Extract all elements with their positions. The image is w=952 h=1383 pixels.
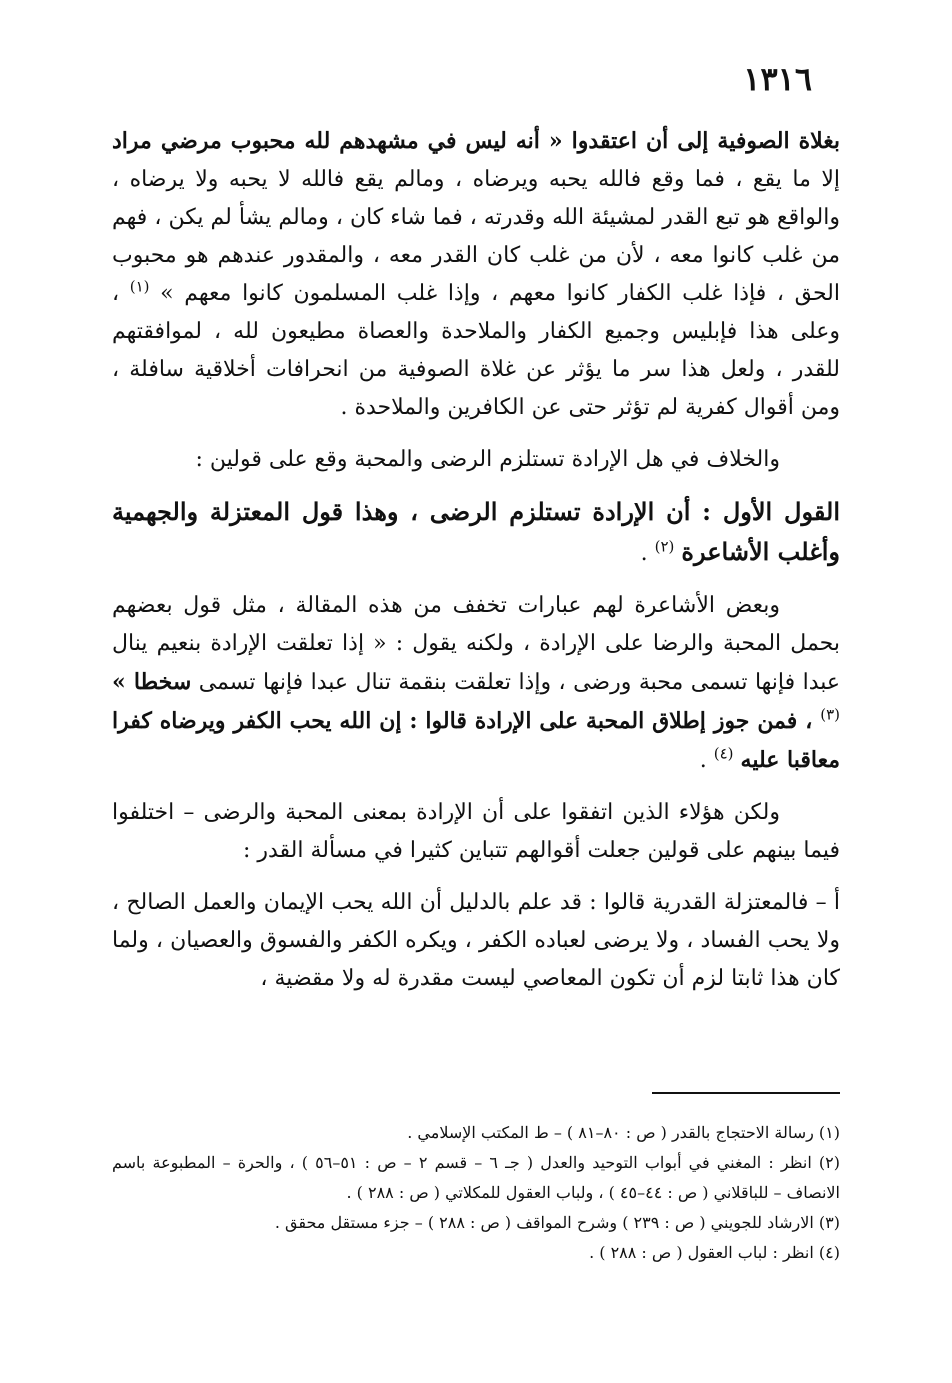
paragraph-4-bold-quote-end: سخطا » [112, 669, 192, 695]
footnote-2: (٢) انظر : المغني في أبواب التوحيد والعدل ( جـ ٦ – قسم ٢ – ص : ٥١–٥٦ ) ، والحرة – المطبوعة باسم الانصاف – للباقلاني ( ص : ٤٤–٤٥ ) ، ولباب العقول للمكلاتي ( ص : ٢٨٨ ) . [112, 1153, 841, 1202]
first-opinion-heading: القول الأول : أن الإرادة تستلزم الرضى ، وهذا قول المعتزلة والجهمية وأغلب الأشاعرة [112, 497, 840, 566]
footnote-ref-2: (٢) [654, 537, 675, 556]
paragraph-4-end: . [699, 748, 714, 773]
paragraph-4-bold-conclusion: ، فمن جوز إطلاق المحبة على الإرادة قالوا : إن الله يحب الكفر ويرضاه كفرا معاقبا عليه [112, 708, 840, 773]
paragraph-6: أ – فالمعتزلة القدرية قالوا : قد علم بالدليل أن الله يحب الإيمان والعمل الصالح ، ولا يحب الفساد ، ولا يرضى لعباده الكفر ، ويكره الكفر والفسوق والعصيان ، ولما كان هذا ثابتا لزم أن تكون المعاصي ليست مقدرة له ولا مقضية ، [112, 890, 840, 991]
paragraph-5: ولكن هؤلاء الذين اتفقوا على أن الإرادة بمعنى المحبة والرضى – اختلفوا فيما بينهم على قولين جعلت أقوالهم تتباين كثيرا في مسألة القدر : [112, 800, 840, 863]
paragraph-3-end: . [640, 541, 655, 566]
paragraph-3 [112, 493, 840, 573]
footnotes [112, 1118, 840, 1268]
footnote-divider [652, 1092, 840, 1094]
paragraph-1 [112, 122, 840, 427]
paragraph-4 [112, 587, 840, 780]
paragraph-2: والخلاف في هل الإرادة تستلزم الرضى والمحبة وقع على قولين : [195, 447, 780, 472]
paragraph-1-continuation: ، وعلى هذا فإبليس وجميع الكفار والملاحدة والعصاة مطيعون لله ، لموافقتهم للقدر ، ولعل هذا سر ما يؤثر عن غلاة الصوفية من انحرافات أخلاقية سافلة ، ومن أقوال كفرية لم تؤثر حتى عن الكافرين والملاحدة . [112, 281, 840, 420]
footnote-4: (٤) انظر : لباب العقول ( ص : ٢٨٨ ) . [589, 1243, 840, 1262]
page-number: ١٣١٦ [743, 60, 812, 98]
footnote-ref-3: (٣) [820, 705, 840, 724]
paragraph-1-bold-opening: بغلاة الصوفية إلى أن اعتقدوا « أنه ليس في مشهدهم لله محبوب مرضي مراد [112, 128, 840, 154]
main-text [112, 122, 840, 998]
footnote-ref-4: (٤) [713, 744, 734, 763]
paragraph-4-body: وبعض الأشاعرة لهم عبارات تخفف من هذه المقالة ، مثل قول بعضهم بحمل المحبة والرضا على الإرادة ، ولكنه يقول : « إذا تعلقت الإرادة بنعيم ينال عبدا فإنها تسمى محبة ورضى ، وإذا تعلقت بنقمة تنال عبدا فإنها تسمى [112, 593, 841, 695]
paragraph-1-body: إلا ما يقع ، فما وقع فالله يحبه ويرضاه ، ومالم يقع فالله لا يحبه ولا يرضاه ، والواقع هو تبع القدر لمشيئة الله وقدرته ، فما شاء كان ، ومالم يشأ لم يكن ، فهم من غلب كانوا معه ، لأن من غلب كان القدر معه ، والمقدور عندهم هو محبوب الحق ، فإذا غلب الكفار كانوا معهم ، وإذا غلب المسلمون كانوا معهم » [112, 167, 840, 306]
footnote-3: (٣) الارشاد للجويني ( ص : ٢٣٩ ) وشرح المواقف ( ص : ٢٨٨ ) – جزء مستقل محقق . [274, 1213, 840, 1232]
footnote-ref-1: (١) [129, 277, 150, 296]
footnote-1: (١) رسالة الاحتجاج بالقدر ( ص : ٨٠–٨١ ) – ط المكتب الإسلامي . [407, 1123, 840, 1142]
